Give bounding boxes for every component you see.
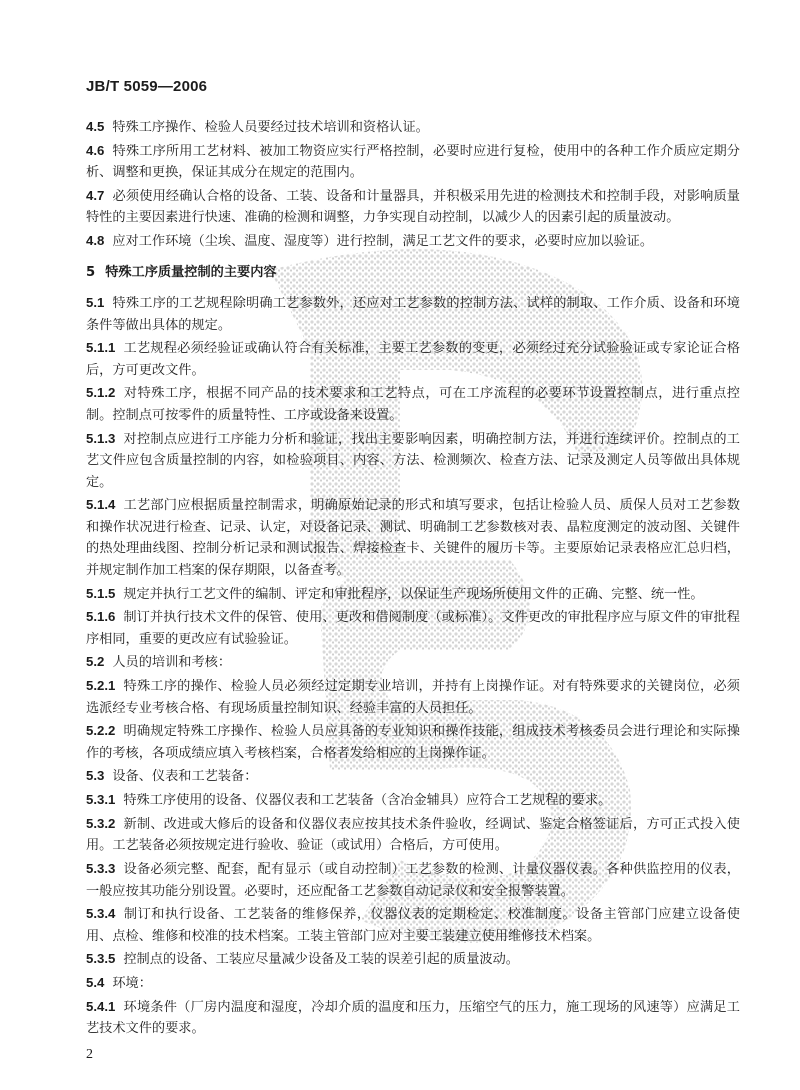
clause-text: 对控制点应进行工序能力分析和验证，找出主要影响因素，明确控制方法，并进行连续评价。控制点的工艺文件应包含质量控制的内容，如检验项目、内容、方法、检测频次、检查方法、记录及测定人员等做出具体规定。 <box>86 431 740 490</box>
clause-5-3-4 <box>86 903 740 947</box>
clause-number: 5.3.4 <box>86 906 116 922</box>
clause-number: 4.5 <box>86 119 105 134</box>
clause-number: 5.1.5 <box>86 585 116 601</box>
clause-text: 特殊工序所用工艺材料、被加工物资应实行严格控制，必要时应进行复检，使用中的各种工作介质应定期分析、调整和更换，保证其成分在规定的范围内。 <box>86 143 740 181</box>
clause-5-3 <box>86 765 740 788</box>
clause-number: 4.7 <box>86 187 105 203</box>
clause-number: 5.1.6 <box>86 609 116 625</box>
clause-5-3-1 <box>86 789 740 812</box>
clause-5-2-1 <box>86 675 740 719</box>
clause-4-7 <box>86 185 740 229</box>
clause-text: 规定并执行工艺文件的编制、评定和审批程序，以保证生产现场所使用文件的正确、完整、统一性。 <box>123 586 704 602</box>
clause-number: 4.8 <box>86 233 105 249</box>
clause-5-1-2 <box>86 382 740 426</box>
clause-number: 5.1.3 <box>86 430 116 446</box>
clause-5-2-2 <box>86 720 740 764</box>
page-number: 2 <box>86 1047 93 1062</box>
clause-text: 必须使用经确认合格的设备、工装、设备和计量器具，并积极采用先进的检测技术和控制手段，对影响质量特性的主要因素进行快速、准确的检测和调整，力争实现自动控制，以减少人的因素引起的质量波动。 <box>86 188 740 226</box>
clause-5-1-3 <box>86 428 740 494</box>
clause-number: 5.3.2 <box>86 815 116 831</box>
clause-text: 设备必须完整、配套，配有显示（或自动控制）工艺参数的检测、计量仪器仪表。各种供监控用的仪表，一般应按其功能分别设置。必要时，还应配备工艺参数自动记录仪和安全报警装置。 <box>86 862 740 899</box>
clause-text: 环境： <box>112 976 152 992</box>
clause-5-2 <box>86 651 740 674</box>
clause-5-3-3 <box>86 858 740 902</box>
clause-number: 5.4.1 <box>86 998 116 1014</box>
clause-number: 5.2.1 <box>86 678 116 694</box>
clause-5-1-1 <box>86 337 740 381</box>
document-body <box>86 116 740 1041</box>
clause-5-1-6 <box>86 606 740 650</box>
clause-text: 制订和执行设备、工艺装备的维修保养，仪器仪表的定期检定、校准制度。设备主管部门应建立设备使用、点检、维修和校准的技术档案。工装主管部门应对主要工装建立使用维修技术档案。 <box>86 907 740 944</box>
section-title: 特殊工序质量控制的主要内容 <box>105 264 277 280</box>
standard-code-header: JB/T 5059—2006 <box>86 78 208 95</box>
clause-text: 特殊工序的工艺规程除明确工艺参数外，还应对工艺参数的控制方法、试样的制取、工作介质、设备和环境条件等做出具体的规定。 <box>86 296 740 333</box>
clause-5-3-5 <box>86 948 740 971</box>
clause-text: 应对工作环境（尘埃、温度、湿度等）进行控制，满足工艺文件的要求，必要时应加以验证。 <box>112 234 654 250</box>
clause-4-8 <box>86 230 740 253</box>
clause-text: 控制点的设备、工装应尽量减少设备及工装的误差引起的质量波动。 <box>123 952 519 968</box>
clause-text: 新制、改进或大修后的设备和仪器仪表应按其技术条件验收，经调试、鉴定合格签证后，方可正式投入使用。工艺装备必须按规定进行验收、验证（或试用）合格后，方可使用。 <box>86 816 740 854</box>
clause-number: 5.3.5 <box>86 951 116 967</box>
clause-text: 设备、仪表和工艺装备： <box>112 769 258 785</box>
clause-number: 5.3 <box>86 768 105 784</box>
clause-number: 5.3.3 <box>86 861 116 876</box>
clause-number: 5.2 <box>86 654 105 670</box>
clause-number: 5.1.2 <box>86 385 116 401</box>
clause-text: 特殊工序操作、检验人员要经过技术培训和资格认证。 <box>112 120 429 135</box>
clause-text: 制订并执行技术文件的保管、使用、更改和借阅制度（或标准）。文件更改的审批程序应与原文件的审批程序相同，重要的更改应有试验验证。 <box>86 610 740 647</box>
clause-5-1-5 <box>86 583 740 606</box>
clause-text: 工艺规程必须经验证或确认符合有关标准，主要工艺参数的变更，必须经过充分试验验证或专家论证合格后，方可更改文件。 <box>86 341 740 378</box>
clause-4-6 <box>86 140 740 184</box>
clause-text: 对特殊工序，根据不同产品的技术要求和工艺特点，可在工序流程的必要环节设置控制点，进行重点控制。控制点可按零件的质量特性、工序或设备来设置。 <box>86 386 740 423</box>
clause-number: 5.1.4 <box>86 497 116 513</box>
clause-5-3-2 <box>86 813 740 857</box>
section-5-heading <box>86 262 740 284</box>
clause-number: 5.1 <box>86 295 105 311</box>
clause-text: 明确规定特殊工序操作、检验人员应具备的专业知识和操作技能，组成技术考核委员会进行理论和实际操作的考核，各项成绩应填入考核档案，合格者发给相应的上岗操作证。 <box>86 724 740 761</box>
clause-number: 5.4 <box>86 975 105 991</box>
clause-text: 工艺部门应根据质量控制需求，明确原始记录的形式和填写要求，包括让检验人员、质保人员对工艺参数和操作状况进行检查、记录、认定，对设备记录、测试、明确制工艺参数核对表、晶粒度测定的波动图、关键件的热处理曲线图、控制分析记录和测试报告、焊接检查卡、关键件的履历卡等。主要原始记录表格应汇总归档，并规定制作加工档案的保存期限，以备查考。 <box>86 498 740 578</box>
clause-number: 5.1.1 <box>86 340 116 356</box>
clause-5-1 <box>86 292 740 336</box>
clause-text: 人员的培训和考核： <box>112 655 232 671</box>
clause-number: 5.2.2 <box>86 723 116 739</box>
clause-5-1-4 <box>86 494 740 581</box>
clause-number: 4.6 <box>86 142 105 158</box>
section-number: 5 <box>86 264 96 280</box>
clause-4-5 <box>86 116 740 139</box>
clause-text: 环境条件（厂房内温度和湿度，冷却介质的温度和压力，压缩空气的压力，施工现场的风速等）应满足工艺技术文件的要求。 <box>86 999 740 1037</box>
clause-5-4-1 <box>86 996 740 1040</box>
clause-number: 5.3.1 <box>86 792 116 808</box>
clause-5-4 <box>86 972 740 995</box>
clause-text: 特殊工序使用的设备、仪器仪表和工艺装备（含冶金辅具）应符合工艺规程的要求。 <box>123 793 612 809</box>
clause-text: 特殊工序的操作、检验人员必须经过定期专业培训，并持有上岗操作证。对有特殊要求的关键岗位，必须选派经专业考核合格、有现场质量控制知识、经验丰富的人员担任。 <box>86 679 740 716</box>
